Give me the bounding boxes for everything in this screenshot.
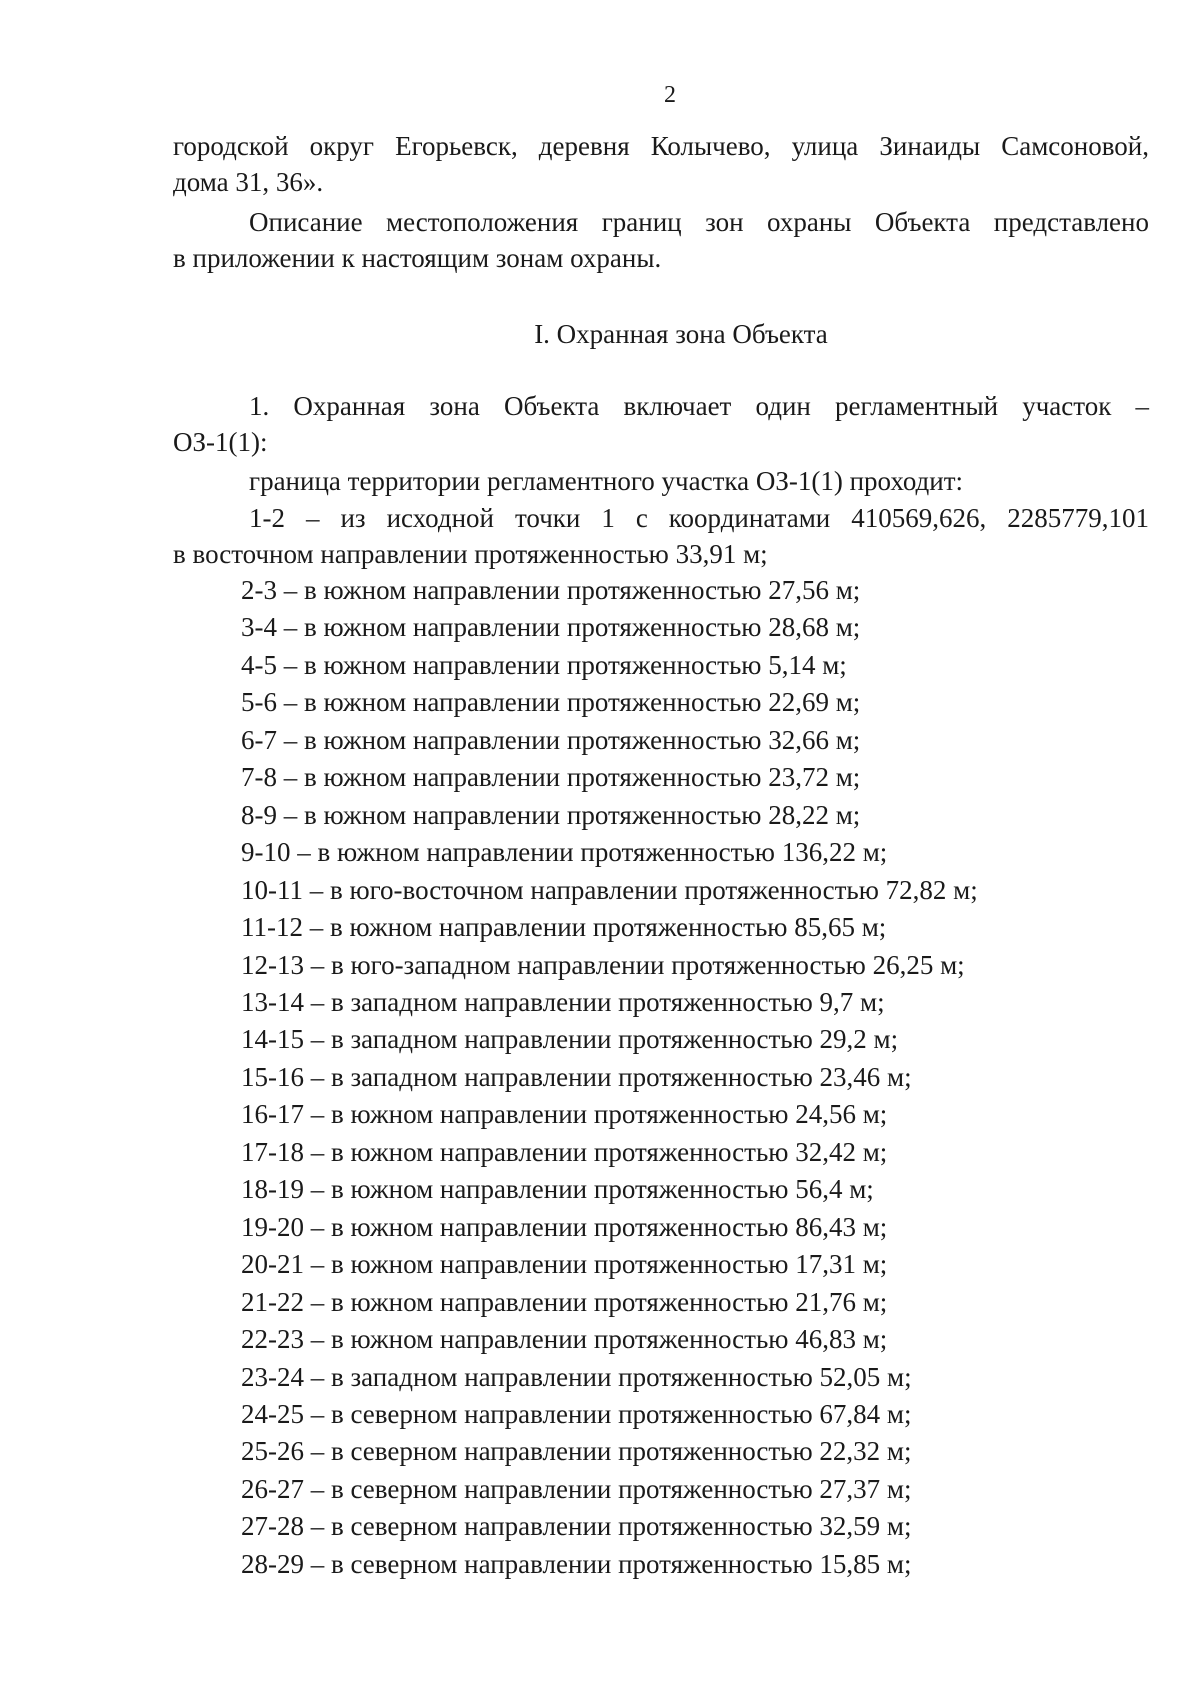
segment-item: 26-27 – в северном направлении протяженностью 27,37 м;	[241, 1473, 912, 1504]
first-segment-line-2: в восточном направлении протяженностью 33,91 м;	[173, 539, 768, 569]
page-number: 2	[664, 82, 676, 108]
segment-item: 9-10 – в южном направлении протяженностью 136,22 м;	[241, 837, 888, 868]
segment-item: 23-24 – в западном направлении протяженностью 52,05 м;	[241, 1361, 912, 1392]
segment-item: 17-18 – в южном направлении протяженностью 32,42 м;	[241, 1136, 888, 1167]
intro-line-1: городской округ Егорьевск, деревня Колычево, улица Зинаиды Самсоновой,	[173, 131, 1149, 161]
segment-item: 14-15 – в западном направлении протяженностью 29,2 м;	[241, 1024, 899, 1055]
segment-item: 25-26 – в северном направлении протяженностью 22,32 м;	[241, 1436, 912, 1467]
clause-1-line-1: 1. Охранная зона Объекта включает один регламентный участок –	[249, 391, 1149, 421]
boundary-intro	[173, 463, 1149, 499]
description-paragraph	[173, 204, 1149, 276]
clause-1-line-2: ОЗ-1(1):	[173, 427, 268, 457]
intro-line-2: дома 31, 36».	[173, 167, 324, 197]
segment-item: 3-4 – в южном направлении протяженностью 28,68 м;	[241, 612, 861, 643]
segment-item: 22-23 – в южном направлении протяженностью 46,83 м;	[241, 1324, 888, 1355]
segment-item: 28-29 – в северном направлении протяженностью 15,85 м;	[241, 1548, 912, 1579]
segment-item: 13-14 – в западном направлении протяженностью 9,7 м;	[241, 986, 885, 1017]
description-line-1: Описание местоположения границ зон охраны Объекта представлено	[249, 207, 1149, 237]
segment-item: 21-22 – в южном направлении протяженностью 21,76 м;	[241, 1286, 888, 1317]
segment-item: 19-20 – в южном направлении протяженностью 86,43 м;	[241, 1211, 888, 1242]
segment-item: 7-8 – в южном направлении протяженностью 23,72 м;	[241, 762, 861, 793]
description-line-2: в приложении к настоящим зонам охраны.	[173, 243, 662, 273]
segment-item: 8-9 – в южном направлении протяженностью 28,22 м;	[241, 799, 861, 830]
clause-1	[173, 388, 1149, 460]
segment-item: 10-11 – в юго-восточном направлении протяженностью 72,82 м;	[241, 874, 978, 905]
segment-item: 15-16 – в западном направлении протяженностью 23,46 м;	[241, 1061, 912, 1092]
segment-item: 2-3 – в южном направлении протяженностью 27,56 м;	[241, 575, 861, 605]
segment-item: 12-13 – в юго-западном направлении протяженностью 26,25 м;	[241, 949, 965, 980]
segment-item: 5-6 – в южном направлении протяженностью 22,69 м;	[241, 687, 861, 718]
segment-item: 24-25 – в северном направлении протяженностью 67,84 м;	[241, 1398, 912, 1429]
segment-item: 6-7 – в южном направлении протяженностью 32,66 м;	[241, 724, 861, 755]
first-segment-line-1: 1-2 – из исходной точки 1 с координатами 410569,626, 2285779,101	[249, 503, 1149, 533]
first-segment	[173, 500, 1149, 572]
section-title: I. Охранная зона Объекта	[534, 319, 828, 349]
segment-item: 11-12 – в южном направлении протяженностью 85,65 м;	[241, 912, 887, 943]
segment-item: 27-28 – в северном направлении протяженностью 32,59 м;	[241, 1511, 912, 1542]
segment-item: 4-5 – в южном направлении протяженностью 5,14 м;	[241, 649, 847, 680]
segment-list	[241, 572, 978, 1583]
segment-item: 18-19 – в южном направлении протяженностью 56,4 м;	[241, 1174, 874, 1205]
segment-item: 16-17 – в южном направлении протяженностью 24,56 м;	[241, 1099, 888, 1130]
segment-item: 20-21 – в южном направлении протяженностью 17,31 м;	[241, 1249, 888, 1280]
boundary-intro-line: граница территории регламентного участка ОЗ-1(1) проходит:	[249, 466, 964, 496]
intro-paragraph	[173, 128, 1149, 200]
